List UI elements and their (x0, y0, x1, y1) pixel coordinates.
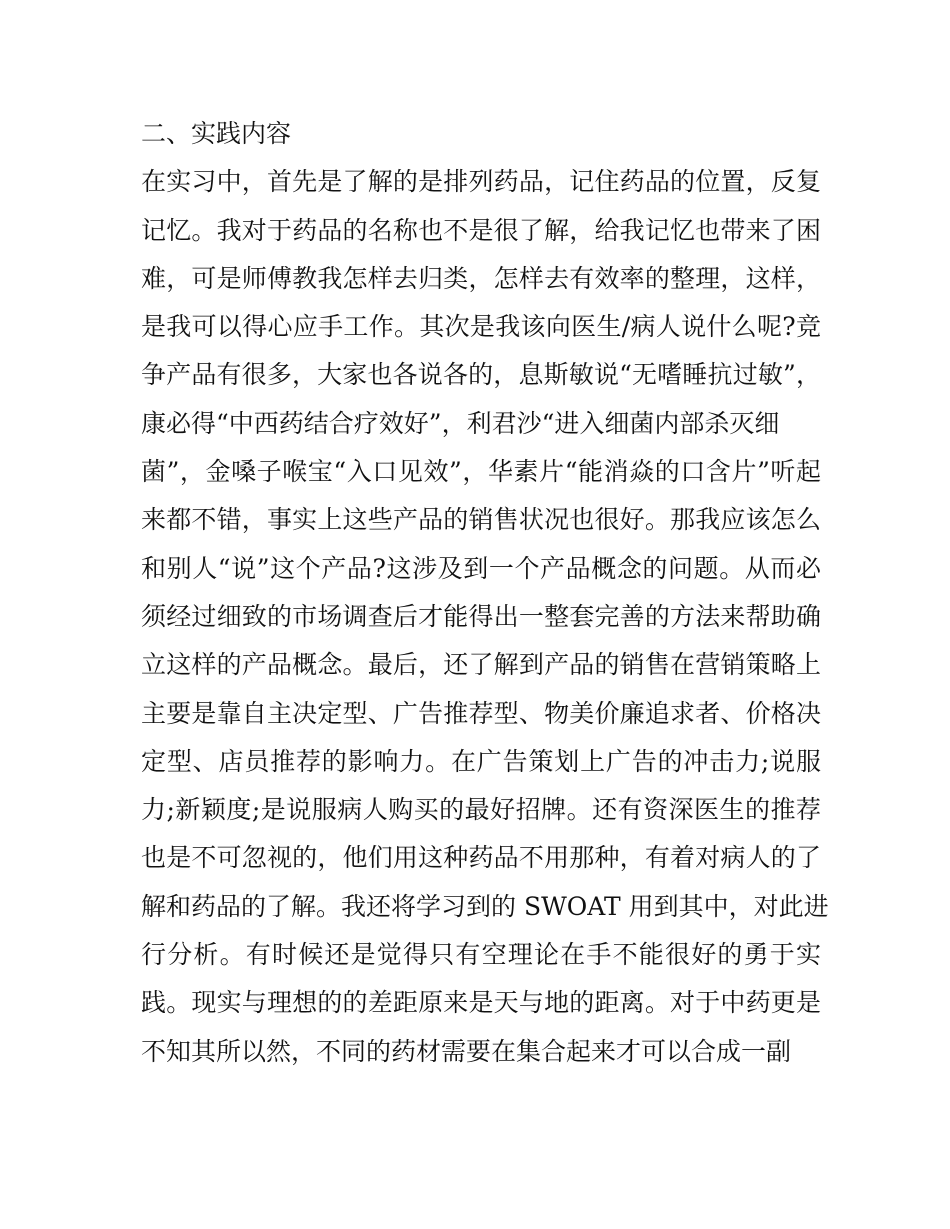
paragraph-line: 解和药品的了解。我还将学习到的 SWOAT 用到其中，对此进 (141, 891, 829, 921)
paragraph-line: 践。现实与理想的的差距原来是天与地的距离。对于中药更是 (141, 988, 821, 1018)
paragraph-line: 菌”，金嗓子喉宝“入口见效”，华素片“能消焱的口含片”听起 (141, 457, 821, 487)
paragraph-line: 也是不可忽视的，他们用这种药品不用那种，有着对病人的了 (141, 843, 821, 873)
paragraph-line: 来都不错，事实上这些产品的销售状况也很好。那我应该怎么 (141, 505, 821, 535)
paragraph-line: 在实习中，首先是了解的是排列药品，记住药品的位置，反复 (141, 167, 821, 197)
paragraph-line: 记忆。我对于药品的名称也不是很了解，给我记忆也带来了困 (141, 215, 821, 245)
paragraph-line: 行分析。有时候还是觉得只有空理论在手不能很好的勇于实 (141, 940, 821, 970)
paragraph-line: 主要是靠自主决定型、广告推荐型、物美价廉追求者、价格决 (141, 698, 821, 728)
paragraph-line: 力;新颖度;是说服病人购买的最好招牌。还有资深医生的推荐 (141, 795, 821, 825)
document-body (141, 110, 829, 1076)
paragraph-line: 和别人“说”这个产品?这涉及到一个产品概念的问题。从而必 (141, 553, 821, 583)
paragraph-line: 定型、店员推荐的影响力。在广告策划上广告的冲击力;说服 (141, 746, 821, 776)
paragraph-line: 立这样的产品概念。最后，还了解到产品的销售在营销策略上 (141, 650, 821, 680)
paragraph-line: 争产品有很多，大家也各说各的，息斯敏说“无嗜睡抗过敏”， (141, 360, 821, 390)
paragraph-line: 不知其所以然，不同的药材需要在集合起来才可以合成一副 (141, 1036, 792, 1066)
section-heading: 二、实践内容 (141, 119, 292, 148)
paragraph-line: 是我可以得心应手工作。其次是我该向医生/病人说什么呢?竞 (141, 312, 821, 342)
paragraph-line: 康必得“中西药结合疗效好”，利君沙“进入细菌内部杀灭细 (141, 408, 780, 438)
paragraph-line: 难，可是师傅教我怎样去归类，怎样去有效率的整理，这样， (141, 263, 821, 293)
paragraph-line: 须经过细致的市场调查后才能得出一整套完善的方法来帮助确 (141, 601, 821, 631)
